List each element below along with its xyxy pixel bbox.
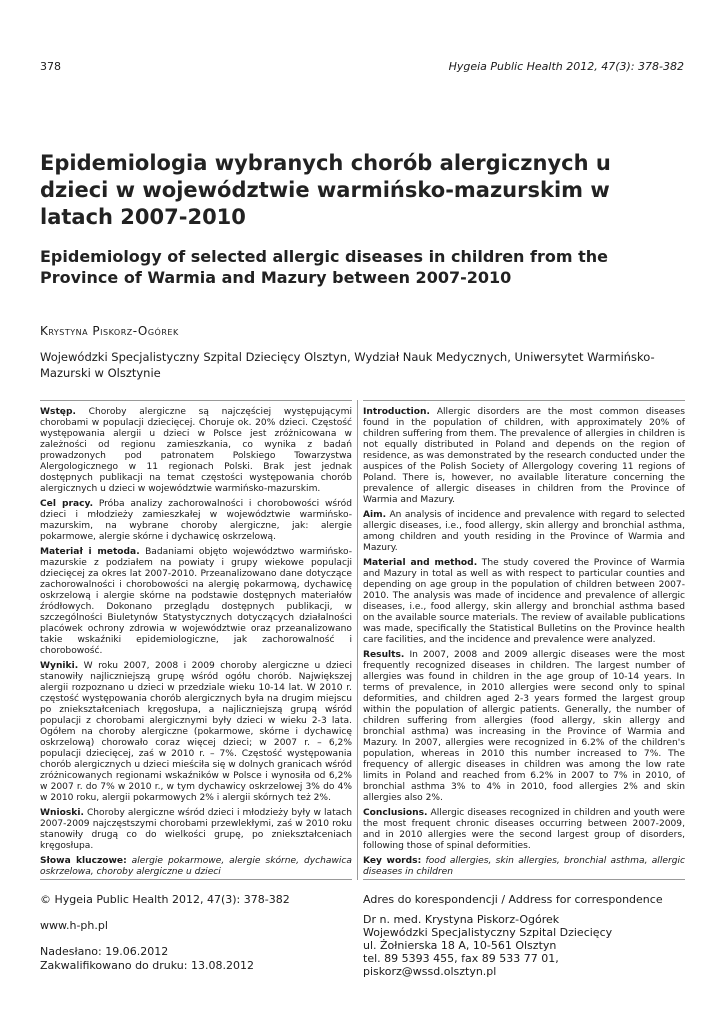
abstract-pl-section (40, 808, 352, 852)
section-text: Allergic disorders are the most common diseases found in the population of children, with approximately 20% of children suffering from them. The prevalence of allergies in children is not equally distributed in Poland and depends on the region of residence, as was demonstrated by the research conducted under the auspices of the Polish Society of Allergology covering 11 regions of Poland. There is, however, no available literature concerning the prevalence of allergic diseases in children from the Province of Warmia and Mazury. (363, 407, 685, 505)
section-text: Choroby alergiczne są najczęściej występującymi chorobami w populacji dziecięcej. Choruje ok. 20% dzieci. Częstość występowania alergii u dzieci w Polsce jest zróżnicowana w zależności od regionu zamieszkania, co wynika z badań prowadzonych pod patronatem Polskiego Towarzystwa Alergologicznego w 11 regionach Polski. Brak jest jednak dostępnych publikacji na temat częstości występowania chorób alergicznych u dzieci w województwie warmińsko-mazurskim. (40, 407, 352, 494)
title-english: Epidemiology of selected allergic diseases in children from the Province of Warmia and Mazury between 2007-2010 (40, 247, 608, 287)
abstract-en-section (363, 650, 685, 804)
section-label: Wstęp. (40, 407, 76, 417)
copyright: © Hygeia Public Health 2012, 47(3): 378-382 (40, 893, 290, 906)
keywords-polish (40, 856, 352, 878)
section-label: Introduction. (363, 407, 430, 417)
abstract-pl-section (40, 661, 352, 804)
keywords-english (363, 856, 685, 878)
abstract-english (363, 400, 685, 880)
keywords-text: alergie pokarmowe, alergie skórne, dychawica oskrzelowa, choroby alergiczne u dzieci (40, 856, 352, 877)
abstract-pl-section (40, 499, 352, 543)
section-text: In 2007, 2008 and 2009 allergic diseases were the most frequently recognized diseases in children. The largest number of allergies was found in children in the age group of 10-14 years. In terms of prevalence, in 2010 allergies were second only to spinal deformities, and children aged 2-3 years formed the largest group within the population of allergic patients. Generally, the number of children suffering from allergies (food allergy, skin allergy and bronchial asthma) was increasing in the Province of Warmia and Mazury. In 2007, allergies were recognized in 6.2% of the children's population, whereas in 2010 this number increased to 7%. The frequency of allergic diseases in children was among the low rate limits in Poland and reached from 6.2% in 2007 to 7% in 2010, of bronchial asthma 3% to 4% in 2010, food allergies 2% and skin allergies also 2%. (363, 650, 685, 803)
section-text: The study covered the Province of Warmia and Mazury in total as well as with respect to particular counties and depending on age group in the population of children between 2007-2010. The analysis was made of incidence and prevalence of allergic diseases, i.e., food allergy, skin allergy and bronchial asthma based on the available source materials. The review of available publications was made, specifically the Statistical Bulletins on the Province health care facilities, and the incidence and prevalence were analyzed. (363, 558, 685, 645)
title-polish: Epidemiologia wybranych chorób alergicznych u dzieci w województwie warmińsko-mazurskim w latach 2007-2010 (40, 151, 611, 229)
section-label: Material and method. (363, 558, 478, 568)
section-label: Results. (363, 650, 405, 660)
section-text: An analysis of incidence and prevalence with regard to selected allergic diseases, i.e., food allergy, skin allergy and bronchial asthma, among children and youth residing in the Province of Warmia and Mazury. (363, 510, 685, 553)
correspondent-institution: Wojewódzki Specjalistyczny Szpital Dziecięcy (363, 926, 613, 939)
correspondent-name: Dr n. med. Krystyna Piskorz-Ogórek (363, 913, 560, 926)
abstract-pl-section (40, 547, 352, 657)
section-label: Wyniki. (40, 661, 79, 671)
correspondent-street: ul. Żołnierska 18 A, 10-561 Olsztyn (363, 939, 557, 952)
abstract-en-section (363, 558, 685, 646)
correspondent-contact: tel. 89 5393 455, fax 89 533 77 01, piskorz@wssd.olsztyn.pl (363, 952, 559, 978)
publication-info (40, 893, 352, 973)
author-name: Krystyna Piskorz-Ogórek (40, 324, 179, 338)
page-number: 378 (40, 60, 61, 73)
abstract-polish (40, 400, 352, 880)
abstract-en-section (363, 510, 685, 554)
keywords-label: Słowa kluczowe: (40, 856, 127, 866)
section-label: Aim. (363, 510, 387, 520)
section-text: Próba analizy zachorowalności i chorobowości wśród dzieci i młodzieży zamieszkałej w województwie warmińsko-mazurskim, na wybrane choroby alergiczne, jak: alergie pokarmowe, alergie skórne i dychawicę oskrzelową. (40, 499, 352, 542)
submitted-date: Nadesłano: 19.06.2012 (40, 945, 169, 958)
section-label: Cel pracy. (40, 499, 94, 509)
journal-citation: Hygeia Public Health 2012, 47(3): 378-382 (448, 60, 684, 73)
section-label: Materiał i metoda. (40, 547, 140, 557)
abstract-en-section (363, 808, 685, 852)
section-text: W roku 2007, 2008 i 2009 choroby alergiczne u dzieci stanowiły najliczniejszą grupę wśród ogółu chorób. Największej alergii rozpoznano u dzieci w przedziale wieku 10-14 lat. W 2010 r. częstość występowania chorób alergicznych była na drugim miejscu po zniekształceniach kręgosłupa, a najliczniejszą grupą wśród populacji z chorobami alergicznymi były dzieci w wieku 2-3 lata. Ogółem na choroby alergiczne (pokarmowe, skórne i dychawicę oskrzelową) chorowało coraz więcej dzieci; w 2007 r. – 6,2% populacji dziecięcej, zaś w 2010 r. – 7%. Częstość występowania chorób alergicznych u dzieci mieściła się w dolnych granicach wśród zróżnicowanych regionami wskaźników w Polsce i wynosiła od 6,2% w 2007 r. do 7% w 2010 r., w tym dychawicy oskrzelowej 3% do 4% w 2010 roku, alergii pokarmowych 2% i alergii skórnych też 2%. (40, 661, 352, 803)
column-divider (357, 400, 358, 880)
accepted-date: Zakwalifikowano do druku: 13.08.2012 (40, 959, 254, 972)
section-label: Conclusions. (363, 808, 428, 818)
website-link[interactable]: www.h-ph.pl (40, 919, 108, 932)
correspondence-address (363, 893, 685, 978)
keywords-label: Key words: (363, 856, 422, 866)
section-text: Allergic diseases recognized in children and youth were the most frequent chronic diseases occurring between 2007-2009, and in 2010 allergies were the second largest group of disorders, following those of spinal deformities. (363, 808, 685, 851)
correspondence-heading: Adres do korespondencji / Address for correspondence (363, 893, 663, 906)
section-text: Choroby alergiczne wśród dzieci i młodzieży były w latach 2007-2009 najczęstszymi chorobami przewlekłymi, zaś w 2010 roku stanowiły drugą co do wielkości grupę, po zniekształceniach kręgosłupa. (40, 808, 352, 851)
keywords-text: food allergies, skin allergies, bronchial asthma, allergic diseases in children (363, 856, 685, 877)
running-header (40, 60, 684, 76)
section-label: Wnioski. (40, 808, 84, 818)
abstract-en-section (363, 407, 685, 506)
abstract-pl-section (40, 407, 352, 495)
section-text: Badaniami objęto województwo warmińsko-mazurskie z podziałem na powiaty i grupy wiekowe populacji dziecięcej za okres lat 2007-2010. Przeanalizowano dane dotyczące zachorowalności i chorobowości na alergię pokarmową, dychawicę oskrzelową i alergie skórne na podstawie dostępnych materiałów źródłowych. Dokonano przeglądu dostępnych publikacji, w szczególności Biuletynów Statystycznych dotyczących działalności placówek ochrony zdrowia w województwie oraz przeanalizowano takie wskaźniki epidemiologiczne, jak zachorowalność i chorobowość. (40, 547, 352, 656)
affiliation: Wojewódzki Specjalistyczny Szpital Dziecięcy Olsztyn, Wydział Nauk Medycznych, Uniwersytet Warmińsko-Mazurski w Olsztynie (40, 350, 655, 380)
